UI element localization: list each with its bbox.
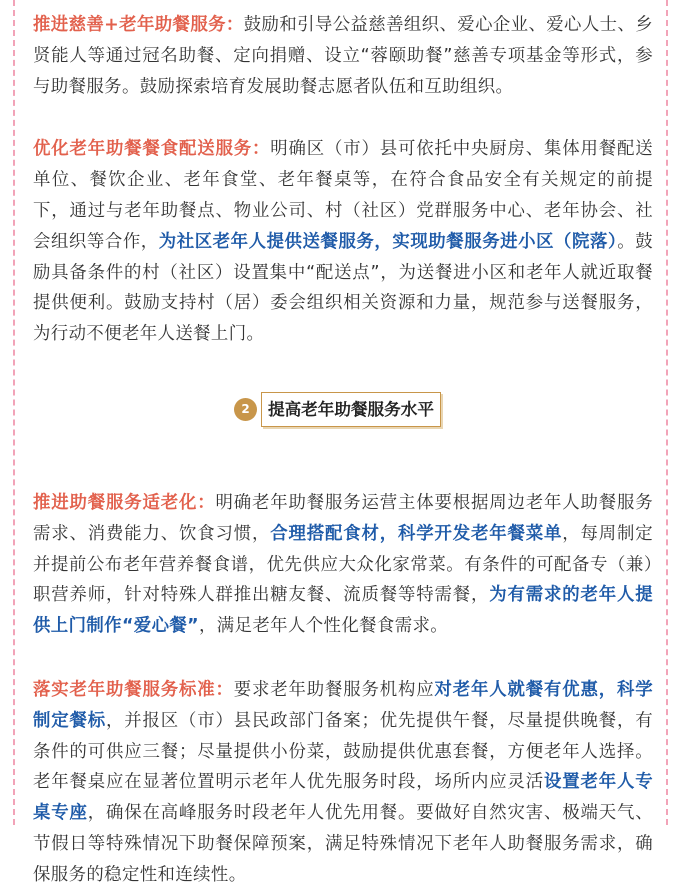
paragraph-lead: 优化老年助餐餐食配送服务： [33,139,271,160]
para-charity-participation [33,10,653,102]
paragraph-lead: 推进助餐服务适老化： [33,492,216,513]
body-text: ，满足老年人个性化餐食需求。 [199,616,449,637]
section-number-badge: 2 [234,398,257,421]
highlight-text: 对老年人就餐有优惠，科学制定餐标 [33,679,653,731]
paragraph-lead: 落实老年助餐服务标准： [33,679,234,700]
para-meal-delivery [33,134,653,350]
body-text: 。鼓励具备条件的村（社区）设置集中“配送点”，为送餐进小区和老年人就近取餐提供便利。鼓励支持村（居）委会组织相关资源和力量，规范参与送餐服务，为行动不便老年人送餐上门。 [33,231,653,345]
highlight-text: 设置老年人专桌专座 [33,772,654,824]
para-service-standards [33,675,653,891]
body-text: 要求老年助餐服务机构应 [233,679,435,700]
body-text: ，每周制定并提前公布老年营养餐食谱，优先供应大众化家常菜。有条件的可配备专（兼）职营养师，针对特殊人群推出糖友餐、流质餐等特需餐， [33,523,654,606]
highlight-text: 为社区老年人提供送餐服务，实现助餐服务进小区（院落） [158,231,618,252]
right-dashed-border [666,0,668,825]
body-text: 明确老年助餐服务运营主体要根据周边老年人助餐服务需求、消费能力、饮食习惯， [33,492,653,544]
highlight-text: 为有需求的老年人提供上门制作“爱心餐” [33,585,653,637]
left-dashed-border [13,0,15,825]
body-text: ，确保在高峰服务时段老年人优先用餐。要做好自然灾害、极端天气、节假日等特殊情况下助餐保障预案，满足特殊情况下老年人助餐服务需求，确保服务的稳定性和连续性。 [33,803,653,885]
highlight-text: 合理搭配食材，科学开发老年餐菜单 [270,523,563,544]
section-heading [33,383,653,443]
paragraph-lead: 推进慈善+老年助餐服务： [33,15,244,35]
article-body [33,4,653,891]
body-text: ，并报区（市）县民政部门备案；优先提供午餐，尽量提供晚餐，有条件的可供应三餐；尽量提供小份菜，鼓励提供优惠套餐，方便老年人选择。老年餐桌应在显著位置明示老年人优先服务时段，场所内应灵活 [33,710,653,793]
section-title: 提高老年助餐服务水平 [261,392,441,427]
para-age-friendly [33,488,653,642]
body-text: 明确区（市）县可依托中央厨房、集体用餐配送单位、餐饮企业、老年食堂、老年餐桌等，在符合食品安全有关规定的前提下，通过与老年助餐点、物业公司、村（社区）党群服务中心、老年协会、社会组织等合作， [33,139,653,252]
body-text: 鼓励和引导公益慈善组织、爱心企业、爱心人士、乡贤能人等通过冠名助餐、定向捐赠、设立“蓉颐助餐”慈善专项基金等形式，参与助餐服务。鼓励探索培育发展助餐志愿者队伍和互助组织。 [33,15,654,97]
